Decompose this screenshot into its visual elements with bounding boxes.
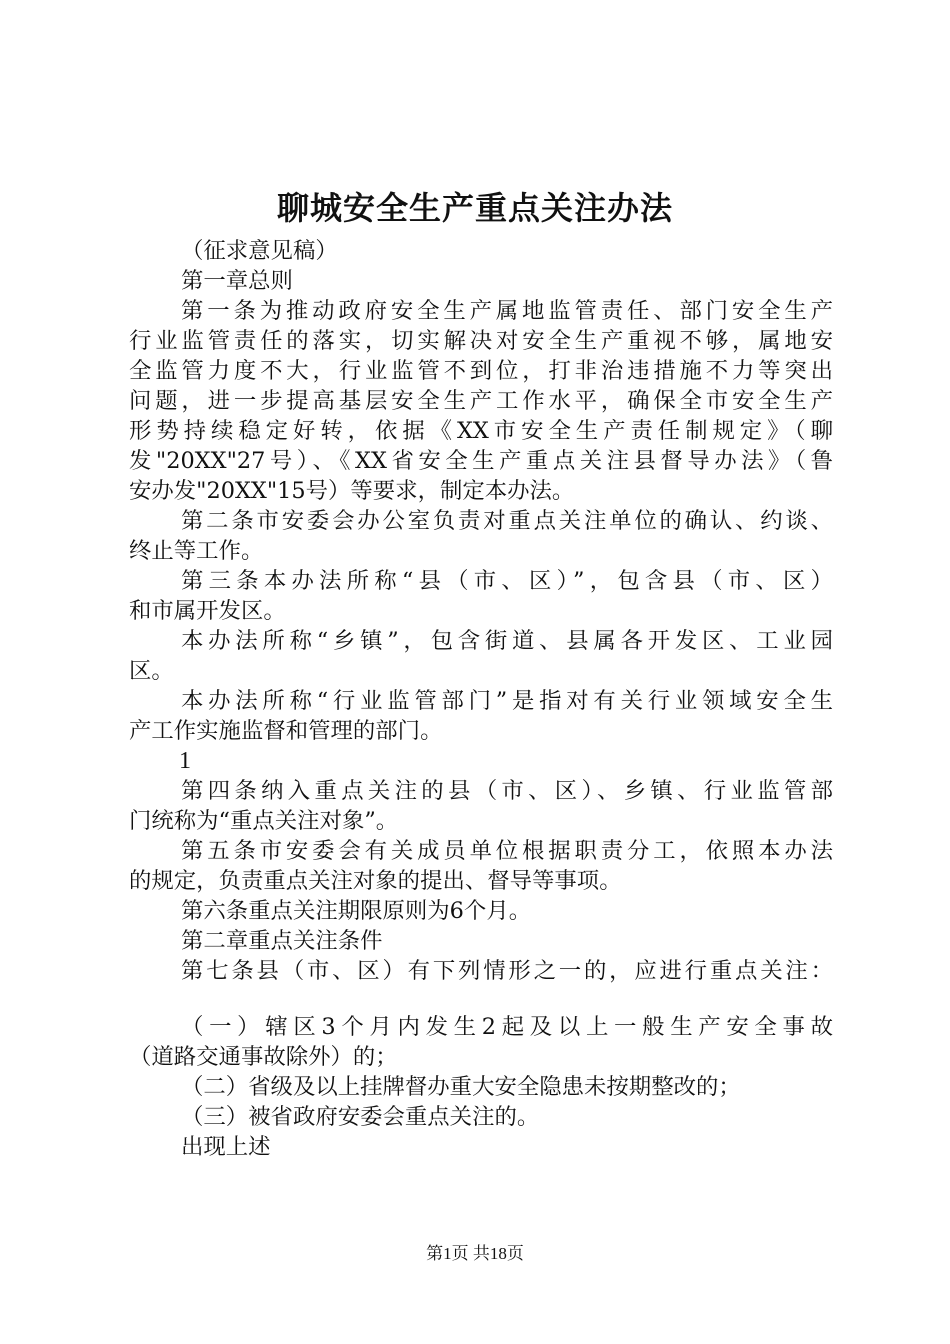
- list-item: （三）被省政府安委会重点关注的。: [181, 1104, 540, 1130]
- page-marker: 1: [179, 748, 191, 774]
- paragraph-line: 问题，进一步提高基层安全生产工作水平，确保全市安全生产: [129, 388, 833, 414]
- paragraph-line: 第五条市安委会有关成员单位根据职责分工，依照本办法: [181, 838, 833, 864]
- paragraph-line: 第六条重点关注期限原则为6个月。: [181, 898, 532, 924]
- paragraph-line: 全监管力度不大，行业监管不到位，打非治违措施不力等突出: [129, 358, 833, 384]
- document-body: [129, 236, 833, 1162]
- paragraph-line: 第一条为推动政府安全生产属地监管责任、部门安全生产: [181, 298, 833, 324]
- paragraph-line: 和市属开发区。: [129, 598, 286, 624]
- paragraph-line: 本办法所称“乡镇”，包含街道、县属各开发区、工业园: [181, 628, 833, 654]
- paragraph-line: 第三条本办法所称“县（市、区）”，包含县（市、区）: [181, 568, 833, 594]
- paragraph-line: 第七条县（市、区）有下列情形之一的，应进行重点关注：: [181, 958, 833, 984]
- draft-note: （征求意见稿）: [181, 238, 338, 264]
- paragraph-line: 第二条市安委会办公室负责对重点关注单位的确认、约谈、: [181, 508, 833, 534]
- document-title: 聊城安全生产重点关注办法: [276, 189, 673, 227]
- paragraph-line: 出现上述: [181, 1134, 271, 1160]
- paragraph-line: 终止等工作。: [129, 538, 264, 564]
- list-item: （一）辖区3个月内发生2起及以上一般生产安全事故: [181, 1014, 833, 1040]
- paragraph-line: 产工作实施监督和管理的部门。: [129, 718, 443, 744]
- paragraph-line: 发"20XX"27号）、《XX省安全生产重点关注县督导办法》（鲁: [129, 448, 833, 474]
- paragraph-line: 第四条纳入重点关注的县（市、区）、乡镇、行业监管部: [181, 778, 833, 804]
- paragraph-line: 区。: [129, 658, 174, 684]
- paragraph-line: 本办法所称“行业监管部门”是指对有关行业领域安全生: [181, 688, 833, 714]
- list-item: （二）省级及以上挂牌督办重大安全隐患未按期整改的；: [181, 1074, 741, 1100]
- paragraph-line: 门统称为“重点关注对象”。: [129, 808, 399, 834]
- chapter-heading: 第二章重点关注条件: [181, 928, 383, 954]
- chapter-heading: 第一章总则: [181, 268, 293, 294]
- list-item-continued: （道路交通事故除外）的；: [129, 1044, 398, 1070]
- paragraph-gap: [129, 986, 833, 1012]
- paragraph-line: 形势持续稳定好转，依据《XX市安全生产责任制规定》（聊: [129, 418, 833, 444]
- paragraph-line: 行业监管责任的落实，切实解决对安全生产重视不够，属地安: [129, 328, 833, 354]
- paragraph-line: 的规定，负责重点关注对象的提出、督导等事项。: [129, 868, 622, 894]
- paragraph-line: 安办发"20XX"15号）等要求，制定本办法。: [129, 478, 575, 504]
- page-footer: 第1页 共18页: [426, 1244, 524, 1263]
